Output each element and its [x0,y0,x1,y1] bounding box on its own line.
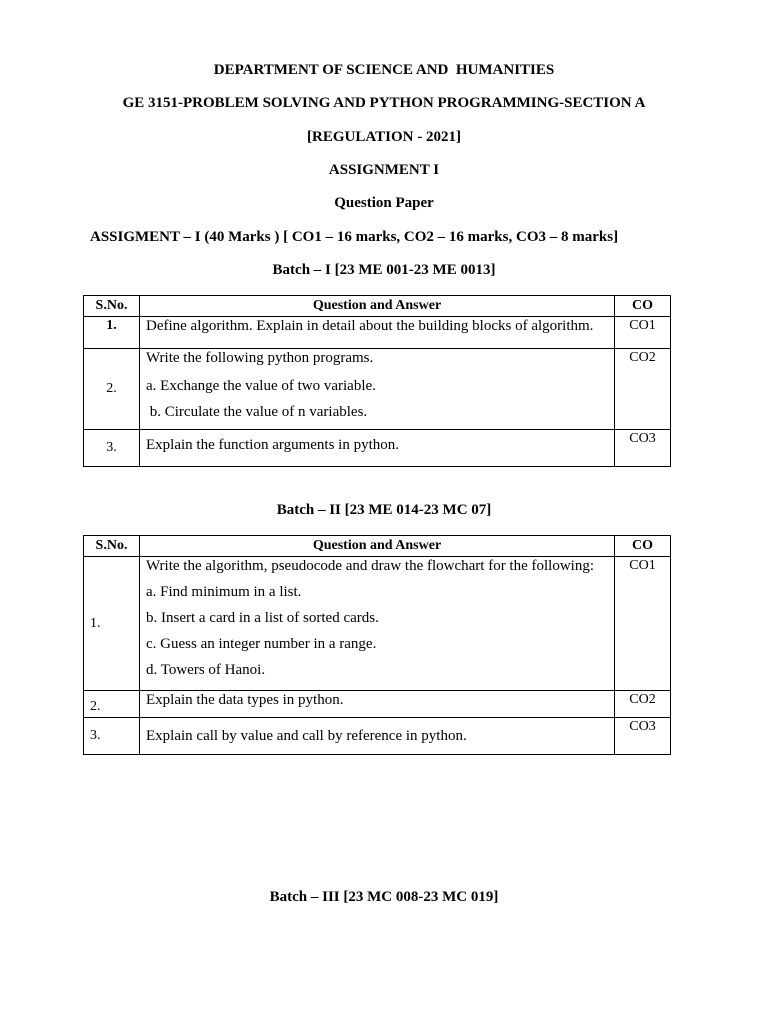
table-row [84,430,671,467]
table-row [84,718,671,755]
row-question [140,718,615,755]
row-sno: 1. [84,557,140,691]
table-header-row [84,536,671,557]
row-question [140,557,615,691]
question-line: b. Circulate the value of n variables. [146,404,368,420]
question-line: a. Exchange the value of two variable. [146,378,376,394]
question-line: a. Find minimum in a list. [146,584,302,600]
question-line: Explain the function arguments in python. [146,437,400,453]
table-row [84,691,671,718]
question-line: Write the following python programs. [146,350,374,366]
co-header: CO [615,536,671,557]
row-co: CO1 [615,557,671,691]
table-row [84,317,671,349]
regulation-heading: [REGULATION - 2021] [307,129,461,145]
assignment-heading: ASSIGNMENT I [328,162,440,178]
marks-line: ASSIGMENT – I (40 Marks ) [ CO1 – 16 marks, CO2 – 16 marks, CO3 – 8 marks] [90,229,619,245]
batch-1-table [83,295,671,467]
row-co: CO2 [615,349,671,430]
row-sno: 3. [84,430,140,467]
row-co: CO1 [615,317,671,349]
department-heading: DEPARTMENT OF SCIENCE AND HUMANITIES [213,62,555,78]
row-co: CO3 [615,718,671,755]
sno-header: S.No. [84,536,140,557]
row-question [140,691,615,718]
batch-2-title: Batch – II [23 ME 014-23 MC 07] [276,502,492,518]
question-line: c. Guess an integer number in a range. [146,636,377,652]
question-line: Write the algorithm, pseudocode and draw the flowchart for the following: [146,558,595,574]
row-co: CO2 [615,691,671,718]
row-question [140,317,615,349]
row-sno: 2. [84,349,140,430]
batch-1-title: Batch – I [23 ME 001-23 ME 0013] [272,262,496,278]
course-heading: GE 3151-PROBLEM SOLVING AND PYTHON PROGRAMMING-SECTION A [122,95,646,111]
question-line: Explain call by value and call by reference in python. [146,728,467,744]
question-line: Explain the data types in python. [146,692,344,708]
sno-header: S.No. [84,296,140,317]
row-question [140,349,615,430]
co-header: CO [615,296,671,317]
table-row [84,349,671,430]
qa-header: Question and Answer [140,536,615,557]
question-line: d. Towers of Hanoi. [146,662,266,678]
batch-3-title: Batch – III [23 MC 008-23 MC 019] [269,889,499,905]
row-question [140,430,615,467]
question-line: b. Insert a card in a list of sorted cards. [146,610,379,626]
qa-header: Question and Answer [140,296,615,317]
question-line: Define algorithm. Explain in detail about the building blocks of algorithm. [146,318,594,334]
batch-2-table [83,535,671,755]
row-sno: 3. [84,718,140,755]
table-row [84,557,671,691]
table-header-row [84,296,671,317]
row-sno: 2. [84,691,140,718]
row-sno: 1. [84,317,140,349]
row-co: CO3 [615,430,671,467]
question-paper-heading: Question Paper [334,195,434,211]
